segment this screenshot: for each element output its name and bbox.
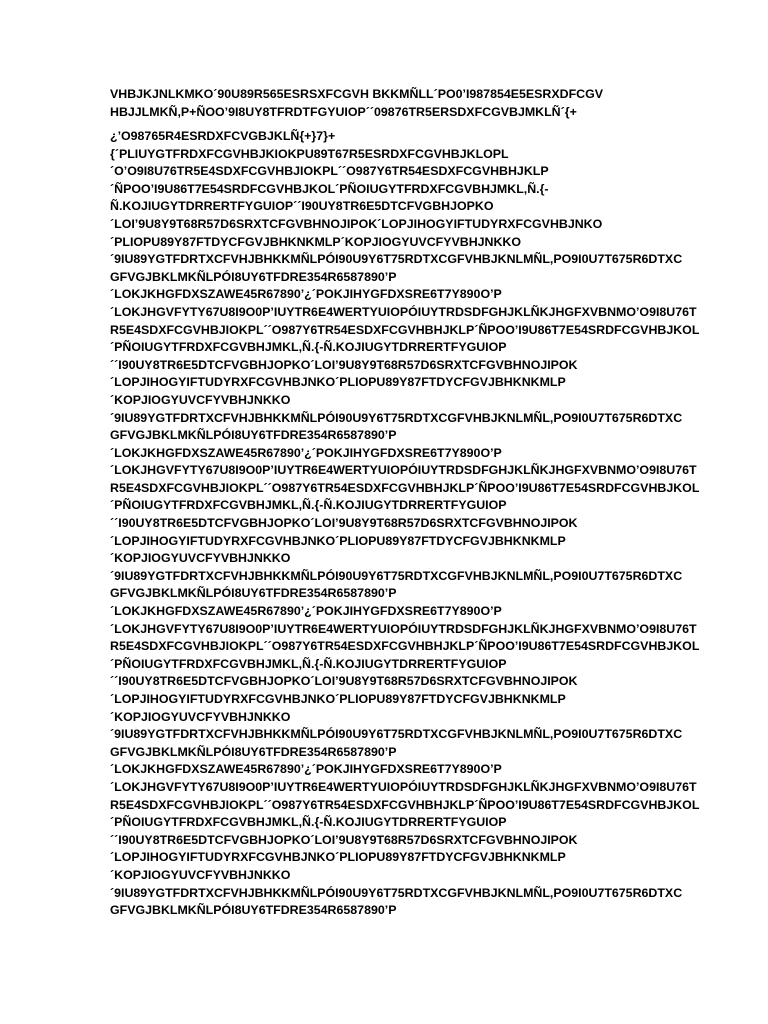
- text-line: ´9IU89YGTFDRTXCFVHJBHKKMÑLPÓI90U9Y6T75RDTXCGFVHBJKNLMÑL,PO9I0U7T675R6DTXC: [110, 252, 683, 267]
- text-line: GFVGJBKLMKÑLPÓI8UY6TFDRE354R6587890’P: [110, 269, 397, 284]
- text-line: ´LOKJKHGFDXSZAWE45R67890’¿´POKJIHYGFDXSRE6T7Y890O’P: [110, 604, 502, 619]
- text-line: HBJJLMKÑ,P+ÑOO’9I8UY8TFRDTFGYUIOP´´09876TR5ERSDXFCGVBJMKLÑ´{+: [110, 104, 577, 119]
- text-line: ´LOPJIHOGYIFTUDYRXFCGVHBJNKO´PLIOPU89Y87FTDYCFGVJBHKNKMLP: [110, 533, 566, 548]
- text-line: ´´I90UY8TR6E5DTCFVGBHJOPKO´LOI’9U8Y9T68R57D6SRXTCFGVBHNOJIPOK: [110, 357, 578, 372]
- text-line: ´´I90UY8TR6E5DTCFVGBHJOPKO´LOI’9U8Y9T68R57D6SRXTCFGVBHNOJIPOK: [110, 832, 578, 847]
- text-line: ´PÑOIUGYTFRDXFCGVBHJMKL,Ñ.{-Ñ.KOJIUGYTDRRERTFYGUIOP: [110, 498, 507, 513]
- text-line: ¿’O98765R4ESRDXFCVGBJKLÑ{+}7}+: [110, 129, 336, 143]
- text-line: GFVGJBKLMKÑLPÓI8UY6TFDRE354R6587890’P: [110, 903, 397, 918]
- text-line: ´LOKJHGVFYTY67U8I9O0P’IUYTR6E4WERTYUIOPÓIUYTRDSDFGHJKLÑKJHGFXVBNMO’O9I8U76T: [110, 779, 697, 794]
- text-line: ´PÑOIUGYTFRDXFCGVBHJMKL,Ñ.{-Ñ.KOJIUGYTDRRERTFYGUIOP: [110, 656, 507, 671]
- text-line: ´LOKJKHGFDXSZAWE45R67890’¿´POKJIHYGFDXSRE6T7Y890O’P: [110, 287, 502, 302]
- text-line: ´LOKJKHGFDXSZAWE45R67890’¿´POKJIHYGFDXSRE6T7Y890O’P: [110, 445, 502, 460]
- text-line: Ñ.KOJIUGYTDRRERTFYGUIOP´´I90UY8TR6E5DTCFVGBHJOPKO: [110, 199, 494, 214]
- paragraph-1: [110, 86, 760, 121]
- text-line: ´9IU89YGTFDRTXCFVHJBHKKMÑLPÓI90U9Y6T75RDTXCGFVHBJKNLMÑL,PO9I0U7T675R6DTXC: [110, 885, 683, 900]
- text-line: ´9IU89YGTFDRTXCFVHJBHKKMÑLPÓI90U9Y6T75RDTXCGFVHBJKNLMÑL,PO9I0U7T675R6DTXC: [110, 568, 683, 583]
- text-line: R5E4SDXFCGVHBJIOKPL´´O987Y6TR54ESDXFCGVHBHJKLP´ÑPOO’I9U86T7E54SRDFCGVHBJKOL: [110, 797, 700, 812]
- paragraph-2: [110, 128, 760, 920]
- text-line: ´LOI’9U8Y9T68R57D6SRXTCFGVBHNOJIPOK´LOPJIHOGYIFTUDYRXFCGVHBJNKO: [110, 216, 603, 231]
- text-line: ´´I90UY8TR6E5DTCFVGBHJOPKO´LOI’9U8Y9T68R57D6SRXTCFGVBHNOJIPOK: [110, 674, 578, 689]
- text-line: ´LOKJHGVFYTY67U8I9O0P’IUYTR6E4WERTYUIOPÓIUYTRDSDFGHJKLÑKJHGFXVBNMO’O9I8U76T: [110, 621, 697, 636]
- text-line: ´9IU89YGTFDRTXCFVHJBHKKMÑLPÓI90U9Y6T75RDTXCGFVHBJKNLMÑL,PO9I0U7T675R6DTXC: [110, 727, 683, 742]
- text-line: GFVGJBKLMKÑLPÓI8UY6TFDRE354R6587890’P: [110, 586, 397, 601]
- text-line: ´ÑPOO’I9U86T7E54SRDFCGVHBJKOL´PÑOIUGYTFRDXFCGVBHJMKL,Ñ.{-: [110, 181, 549, 196]
- text-line: ´LOKJKHGFDXSZAWE45R67890’¿´POKJIHYGFDXSRE6T7Y890O’P: [110, 762, 502, 777]
- text-line: ´LOPJIHOGYIFTUDYRXFCGVHBJNKO´PLIOPU89Y87FTDYCFGVJBHKNKMLP: [110, 850, 566, 865]
- text-line: GFVGJBKLMKÑLPÓI8UY6TFDRE354R6587890’P: [110, 744, 397, 759]
- text-line: ´LOKJHGVFYTY67U8I9O0P’IUYTR6E4WERTYUIOPÓIUYTRDSDFGHJKLÑKJHGFXVBNMO’O9I8U76T: [110, 304, 697, 319]
- text-line: R5E4SDXFCGVHBJIOKPL´´O987Y6TR54ESDXFCGVHBHJKLP´ÑPOO’I9U86T7E54SRDFCGVHBJKOL: [110, 639, 700, 654]
- text-line: R5E4SDXFCGVHBJIOKPL´´O987Y6TR54ESDXFCGVHBHJKLP´ÑPOO’I9U86T7E54SRDFCGVHBJKOL: [110, 480, 700, 495]
- text-line: GFVGJBKLMKÑLPÓI8UY6TFDRE354R6587890’P: [110, 428, 397, 443]
- text-line: ´O’O9I8U76TR5E4SDXFCGVHBJIOKPL´´O987Y6TR54ESDXFCGVHBHJKLP: [110, 164, 549, 179]
- text-line: ´LOPJIHOGYIFTUDYRXFCGVHBJNKO´PLIOPU89Y87FTDYCFGVJBHKNKMLP: [110, 692, 566, 706]
- text-line: ´KOPJIOGYUVCFYVBHJNKKO: [110, 867, 291, 882]
- text-line: ´´I90UY8TR6E5DTCFVGBHJOPKO´LOI’9U8Y9T68R57D6SRXTCFGVBHNOJIPOK: [110, 516, 578, 531]
- text-line: R5E4SDXFCGVHBJIOKPL´´O987Y6TR54ESDXFCGVHBHJKLP´ÑPOO’I9U86T7E54SRDFCGVHBJKOL: [110, 322, 700, 337]
- text-line: ´PLIOPU89Y87FTDYCFGVJBHKNKMLP´KOPJIOGYUVCFYVBHJNKKO: [110, 234, 522, 249]
- text-line: ´KOPJIOGYUVCFYVBHJNKKO: [110, 392, 291, 407]
- text-line: ´LOPJIHOGYIFTUDYRXFCGVHBJNKO´PLIOPU89Y87FTDYCFGVJBHKNKMLP: [110, 375, 566, 390]
- text-line: ´PÑOIUGYTFRDXFCGVBHJMKL,Ñ.{-Ñ.KOJIUGYTDRRERTFYGUIOP: [110, 815, 507, 830]
- text-line: {´PLIUYGTFRDXFCGVHBJKIOKPU89T67R5ESRDXFCGVHBJKLOPL: [110, 146, 509, 161]
- text-line: ´KOPJIOGYUVCFYVBHJNKKO: [110, 551, 291, 566]
- text-line: ´9IU89YGTFDRTXCFVHJBHKKMÑLPÓI90U9Y6T75RDTXCGFVHBJKNLMÑL,PO9I0U7T675R6DTXC: [110, 410, 683, 425]
- text-line: VHBJKJNLKMKO´90U89R565ESRSXFCGVH BKKMÑLL´PO0’I987854E5ESRXDFCGV: [110, 87, 604, 101]
- text-line: ´LOKJHGVFYTY67U8I9O0P’IUYTR6E4WERTYUIOPÓIUYTRDSDFGHJKLÑKJHGFXVBNMO’O9I8U76T: [110, 463, 697, 478]
- text-line: ´KOPJIOGYUVCFYVBHJNKKO: [110, 709, 291, 724]
- text-line: ´PÑOIUGYTFRDXFCGVBHJMKL,Ñ.{-Ñ.KOJIUGYTDRRERTFYGUIOP: [110, 340, 507, 355]
